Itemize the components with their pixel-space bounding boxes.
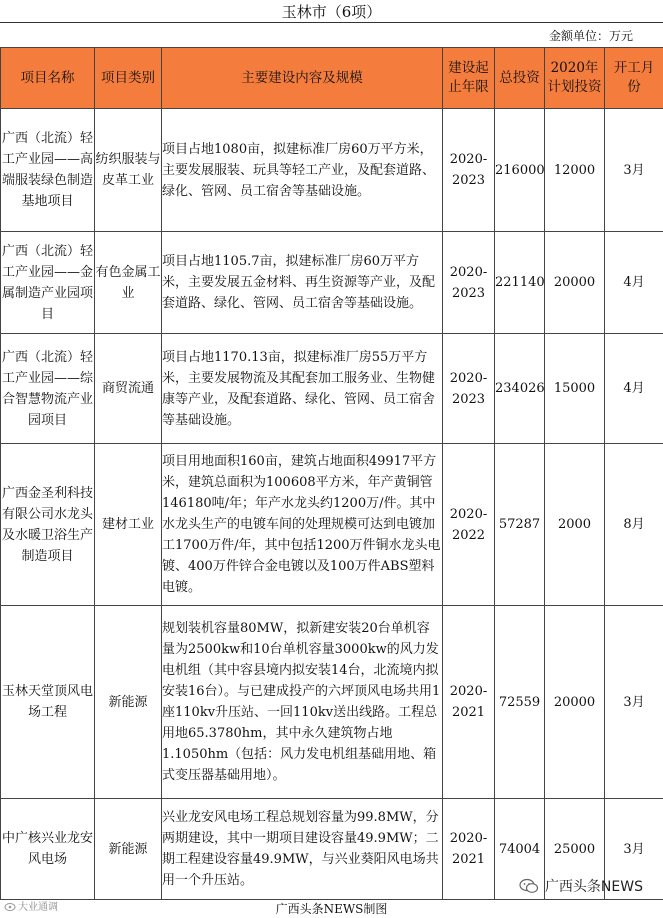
cell-total: 72559 <box>495 606 545 799</box>
cell-years-end: 2023 <box>451 173 486 188</box>
cell-type: 纺织服装与皮革工业 <box>95 109 162 232</box>
table-row <box>1 232 663 334</box>
cell-years <box>443 799 495 900</box>
cell-name: 广西（北流）轻工产业园——综合智慧物流产业园项目 <box>1 334 95 444</box>
cell-years-start: 2020- <box>449 831 488 846</box>
cell-total: 57287 <box>495 444 545 606</box>
table-row <box>1 109 663 232</box>
header-years <box>443 48 495 109</box>
cell-total: 216000 <box>495 109 545 232</box>
header-desc: 主要建设内容及规模 <box>162 48 443 109</box>
table-row <box>1 444 663 606</box>
cell-type: 新能源 <box>95 799 162 900</box>
wechat-icon <box>519 878 539 894</box>
cell-type: 商贸流通 <box>95 334 162 444</box>
cell-desc: 项目占地1080亩，拟建标准厂房60万平方米，主要发展服装、玩具等轻工产业，及配套道路、绿化、管网、员工宿舍等基础设施。 <box>162 109 443 232</box>
logo-text: 大业通调 <box>18 902 58 913</box>
unit-label: 金额单位：万元 <box>548 29 633 43</box>
credit-caption: 广西头条NEWS制图 <box>275 902 388 916</box>
cell-total: 234026 <box>495 334 545 444</box>
header-plan-line2: 计划投资 <box>547 79 602 95</box>
cell-start: 3月 <box>605 799 663 900</box>
cell-start: 3月 <box>605 606 663 799</box>
header-total: 总投资 <box>495 48 545 109</box>
cell-total: 74004 <box>495 799 545 900</box>
cell-start: 4月 <box>605 334 663 444</box>
cell-type: 建材工业 <box>95 444 162 606</box>
cell-years-start: 2020- <box>449 370 488 386</box>
header-start <box>605 48 663 109</box>
header-plan-line1: 2020年 <box>550 60 599 76</box>
cell-plan: 25000 <box>545 799 605 900</box>
project-table <box>0 47 663 900</box>
cell-plan: 15000 <box>545 334 605 444</box>
header-start-line1: 开工月 <box>613 60 655 76</box>
cell-start: 8月 <box>605 444 663 606</box>
cell-years-start: 2020- <box>449 684 488 699</box>
cell-plan: 20000 <box>545 232 605 334</box>
cell-years-end: 2021 <box>451 705 486 720</box>
watermark-text: 广西头条NEWS <box>544 879 643 895</box>
cell-name: 广西金圣利科技有限公司水龙头及水暖卫浴生产制造项目 <box>1 444 95 606</box>
cell-years-end: 2022 <box>451 527 486 543</box>
cell-years-end: 2023 <box>451 285 486 301</box>
cell-desc: 项目占地1105.7亩，拟建标准厂房60万平方米，主要发展五金材料、再生资源等产业，及配套道路、绿化、管网、员工宿舍等基础设施。 <box>162 232 443 334</box>
header-years-line2: 止年限 <box>448 79 489 95</box>
header-start-line2: 份 <box>627 79 641 95</box>
cell-years <box>443 232 495 334</box>
cell-plan: 20000 <box>545 606 605 799</box>
cell-years-start: 2020- <box>449 264 488 280</box>
cell-plan: 12000 <box>545 109 605 232</box>
cell-plan: 2000 <box>545 444 605 606</box>
cell-years <box>443 444 495 606</box>
cell-desc: 项目用地面积160亩，建筑占地面积49917平方米，建筑总面积为100608平方米，年产黄铜管146180吨/年；年产水龙头约1200万/件。其中水龙头生产的电镀车间的处理规模可达到电镀加工1700万件/年，其中包括1200万件铜水龙头电镀、400万件锌合金电镀以及100万件ABS塑料电镀。 <box>162 444 443 606</box>
cell-type: 有色金属工业 <box>95 232 162 334</box>
table-header-row <box>1 48 663 109</box>
cell-start: 3月 <box>605 109 663 232</box>
cell-desc: 规划装机容量80MW，拟新建安装20台单机容量为2500kw和10台单机容量3000kw的风力发电机组（其中容县境内拟安装14台，北流境内拟安装16台）。与已建成投产的六坪顶风电场共用1座110kv升压站、一回110kv送出线路。工程总用地65.3780hm，其中永久建筑物占地1.1050hm（包括：风力发电机组基础用地、箱式变压器基础用地）。 <box>162 606 443 799</box>
cell-desc: 兴业龙安风电场工程总规划容量为99.8MW，分两期建设，其中一期项目建设容量49.9MW；二期工程建设容量49.9MW，与兴业葵阳风电场共用一个升压站。 <box>162 799 443 900</box>
cell-years <box>443 334 495 444</box>
table-row <box>1 606 663 799</box>
header-name: 项目名称 <box>1 48 95 109</box>
header-years-line1: 建设起 <box>448 60 489 76</box>
cell-name: 广西（北流）轻工产业园——高端服装绿色制造基地项目 <box>1 109 95 232</box>
cell-years-start: 2020- <box>449 152 488 167</box>
header-plan <box>545 48 605 109</box>
cell-years-end: 2023 <box>451 391 486 407</box>
watermark <box>519 876 643 896</box>
cell-years <box>443 109 495 232</box>
cell-type: 新能源 <box>95 606 162 799</box>
cell-name: 玉林天堂顶风电场工程 <box>1 606 95 799</box>
cell-years-start: 2020- <box>449 506 488 522</box>
cell-years-end: 2021 <box>451 852 486 867</box>
cell-start: 4月 <box>605 232 663 334</box>
cell-total: 221140 <box>495 232 545 334</box>
cell-years <box>443 606 495 799</box>
cell-name: 广西（北流）轻工产业园——金属制造产业园项目 <box>1 232 95 334</box>
page-title: 玉林市（6项） <box>0 0 663 23</box>
header-type: 项目类别 <box>95 48 162 109</box>
cell-name: 中广核兴业龙安风电场 <box>1 799 95 900</box>
cell-desc: 项目占地1170.13亩，拟建标准厂房55万平方米，主要发展物流及其配套加工服务业、生物健康等产业，及配套道路、绿化、管网、员工宿舍等基础设施。 <box>162 334 443 444</box>
table-row <box>1 334 663 444</box>
